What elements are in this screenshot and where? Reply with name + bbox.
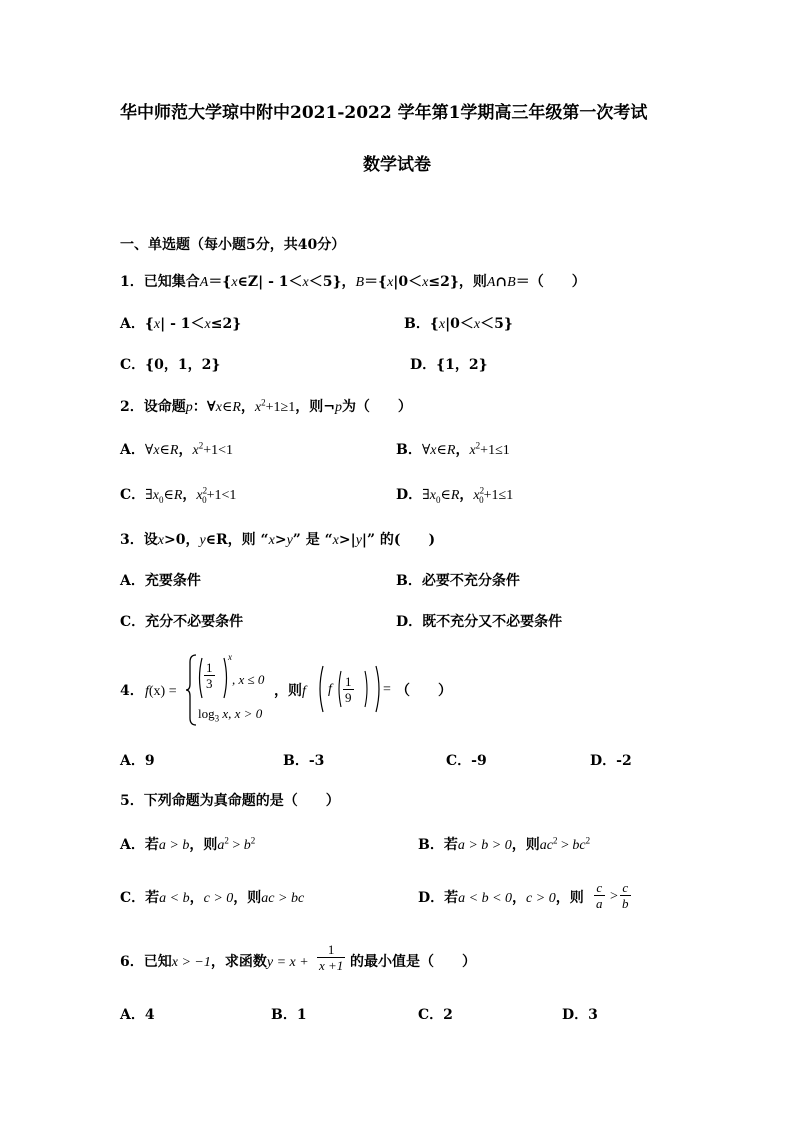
question-4-then: ，则f (274, 683, 306, 699)
question-5-option-b: B．若a > b > 0，则$ac^2 > bc^2$ (418, 835, 591, 853)
question-4-option-b: B．-3 (283, 753, 325, 769)
question-6-option-c: C．2 (418, 1007, 453, 1023)
option-d-fraction-right: $\frac{c}{b}$ (622, 880, 629, 911)
question-1-option-a: A．{x| - 1＜x≤2} (120, 316, 242, 332)
question-2-option-a: A．∀x∈R，$x^2+1<1$ (120, 440, 233, 458)
question-2-option-d: D．$\exists x_0\in R$，$x^2_0+1\le 1$ (396, 485, 514, 505)
case1-fraction: $\frac{1}{3}$ (206, 660, 213, 691)
case2-expression: $\log_3 x$, x > 0 (198, 706, 263, 724)
section-heading: 一、单选题（每小题5分，共40分） (120, 237, 346, 253)
question-6-stem-c: 的最小值是（ ） (350, 954, 476, 970)
inner-fraction: $\frac{1}{9}$ (345, 674, 352, 705)
question-4-option-c: C．-9 (446, 753, 487, 769)
question-6-stem-a: 6．已知x > −1，求函数y = x + (120, 954, 309, 970)
question-1-option-d: D．{1，2} (410, 357, 488, 373)
option-d-fraction-left: $\frac{c}{a}$ (596, 880, 603, 911)
q6-fraction: $\frac{1}{x +1}$ (319, 942, 344, 973)
q4-equals: = (383, 682, 391, 697)
question-2-stem: 2．设命题p：∀x∈R，$x^2+1\ge 1$，则¬p为（ ） (120, 397, 412, 415)
question-3-option-d: D．既不充分又不必要条件 (396, 614, 563, 630)
question-1-option-c: C．{0，1，2} (120, 357, 221, 373)
question-6-option-d: D．3 (562, 1007, 598, 1023)
question-5-option-a: A．若a > b，则$a^2 > b^2$ (120, 835, 256, 853)
question-4-option-d: D．-2 (590, 753, 632, 769)
exam-title-line2: 数学试卷 (363, 155, 431, 175)
question-3-stem: 3．设x>0，y∈R，则 “x>y” 是 “x>|y|” 的( ) (120, 532, 436, 548)
question-5-stem: 5．下列命题为真命题的是（ ） (120, 793, 340, 809)
case1-paren-icon (196, 656, 236, 700)
question-3-option-c: C．充分不必要条件 (120, 614, 244, 630)
question-6-option-a: A．4 (120, 1007, 155, 1023)
question-5-option-d: D．若a < b < 0，c > 0，则 (418, 890, 584, 906)
case1-condition: , x ≤ 0 (232, 672, 265, 687)
question-1-stem: 1．已知集合A＝{x∈Z| - 1＜x＜5}，B＝{x|0＜x≤2}，则A∩B＝（ ） (120, 274, 586, 290)
question-6-option-b: B．1 (271, 1007, 307, 1023)
question-2-option-b: B．∀x∈R，$x^2+1\le 1$ (396, 440, 510, 458)
question-4-number: 4． (120, 683, 144, 699)
question-1-option-b: B．{x|0＜x＜5} (404, 316, 513, 332)
question-4-blank: （ ） (396, 683, 452, 699)
question-3-option-a: A．充要条件 (120, 573, 201, 589)
question-4-function-name: f(x) = (145, 684, 177, 699)
exam-title-line1: 华中师范大学琼中附中2021-2022 学年第1学期高三年级第一次考试 (120, 103, 648, 123)
inner-f: f (328, 682, 332, 697)
question-3-option-b: B．必要不充分条件 (396, 573, 520, 589)
option-d-gt: > (610, 889, 618, 904)
case1-exponent: x (228, 652, 232, 662)
question-4-option-a: A．9 (120, 753, 155, 769)
question-2-option-c: C．$\exists x_0\in R$，$x^2_0+1<1$ (120, 485, 237, 505)
question-5-option-c: C．若a < b，c > 0，则ac > bc (120, 890, 305, 906)
